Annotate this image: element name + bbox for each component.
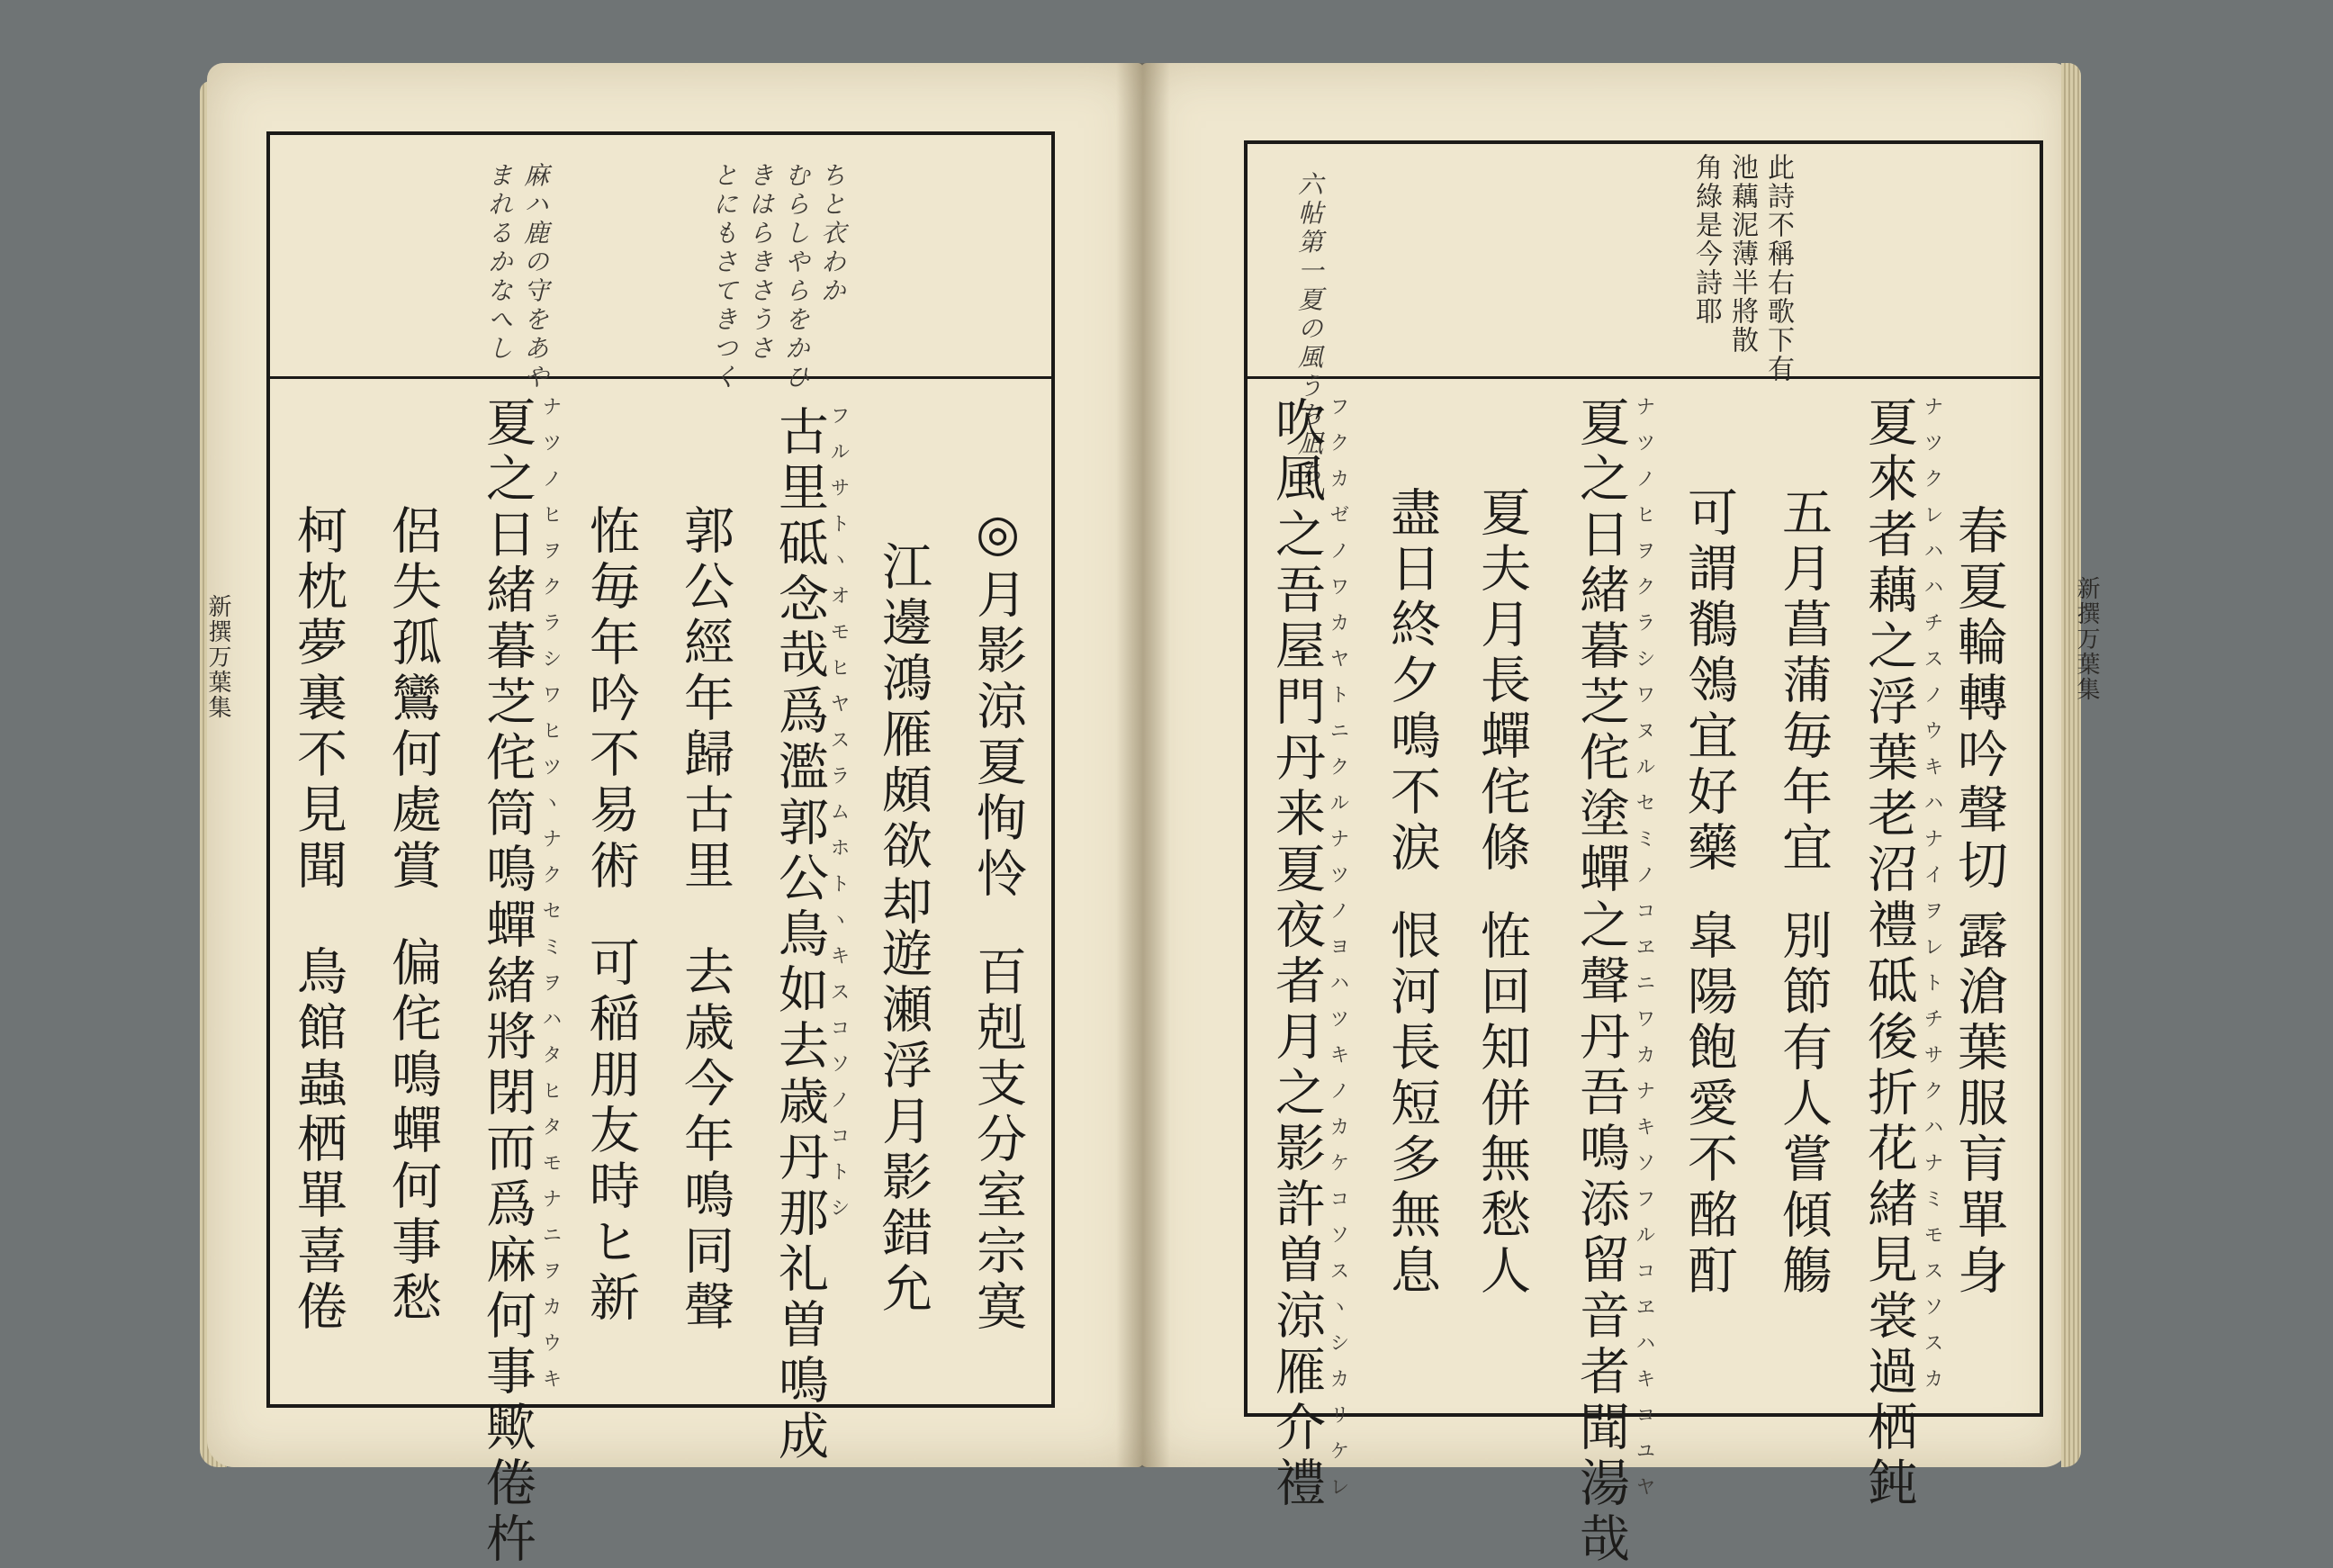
- right-header-note-1: 此詩不稱右歌下有: [1762, 153, 1794, 383]
- left-col-1: ◎月影涼夏恂怜: [968, 504, 1027, 903]
- right-furigana-2: ナツノヒヲクラシワヌルセミノコヱニワカナキソフルコヱハキコユヤ: [1633, 396, 1655, 1512]
- right-col-6: 夏夫月長蟬侘條: [1473, 486, 1531, 877]
- left-header-hand-5: 麻ハ鹿の守をあや: [520, 162, 550, 392]
- right-side-title: 新撰万葉集: [2073, 576, 2100, 702]
- right-furigana-3: フクカゼノワカヤトニクルナツノヨハツキノカケコソスヽシカリケレ: [1327, 396, 1349, 1512]
- left-lower-4: 可稲朋友時ヒ新: [581, 936, 640, 1327]
- left-lower-2: 遊瀬浮月影錯允: [874, 927, 932, 1318]
- right-lower-2: 別節有人嘗傾觴: [1774, 909, 1833, 1300]
- right-header-note-2: 池藕泥薄半將散: [1726, 153, 1758, 355]
- right-col-3: 五月菖蒲毎年宜: [1774, 486, 1833, 877]
- left-col-2: 江邊鴻雁頗欲却: [874, 540, 932, 931]
- left-header-hand-1: ちと衣わか: [817, 162, 847, 306]
- left-col-6: 夏之日緒暮芝侘筒鳴蟬緒將閉而爲麻何事歟倦杵: [478, 396, 536, 1568]
- page-edge-right: [2061, 63, 2081, 1467]
- right-col-1: 春夏輪轉吟聲切: [1950, 504, 2008, 895]
- right-col-7: 盡日終夕鳴不涙: [1383, 486, 1441, 877]
- left-lower-6: 鳥館蟲栖單喜倦: [289, 945, 347, 1336]
- right-lower-3: 皐陽飽愛不酩酊: [1680, 909, 1738, 1300]
- left-furigana-1: フルサトヽオモヒヤスラムホトヽキスコソノコトシ: [827, 405, 850, 1233]
- left-col-4: 郭公經年歸古里: [676, 504, 734, 895]
- right-header-rule: [1244, 376, 2040, 379]
- right-lower-5: 恨河長短多無息: [1383, 909, 1441, 1300]
- left-side-title: 新撰万葉集: [204, 594, 231, 720]
- left-header-hand-6: まれるかなへし: [484, 162, 514, 364]
- right-col-4: 可謂鶺鴒宜好藥: [1680, 486, 1738, 877]
- left-header-hand-3: きはらきさうさ: [745, 162, 775, 364]
- left-col-7: 侶失孤鸞何處賞: [383, 504, 442, 895]
- right-col-5: 夏之日緒暮芝侘塗蟬之聲丹吾鳴添留音者聞湯哉: [1572, 396, 1630, 1568]
- left-col-8: 柯枕夢裏不見聞: [289, 504, 347, 895]
- right-header-note-3: 角綠是今詩耶: [1690, 153, 1722, 326]
- right-header-handwritten: 六帖第一夏の風うち凪ち: [1294, 171, 1324, 488]
- right-lower-4: 恠回知併無愁人: [1473, 909, 1531, 1300]
- right-col-2: 夏來者藕之浮葉老沼禮砥後折花緒見裳過栖鈍: [1860, 396, 1918, 1512]
- left-col-5: 恠毎年吟不易術: [581, 504, 640, 895]
- left-header-hand-4: とにもさてきつく: [709, 162, 739, 392]
- right-furigana-1: ナツクレハハチスノウキハナイヲレトチサクハナミモスソスカ: [1921, 396, 1943, 1404]
- right-lower-1: 露滄葉服肓單身: [1950, 909, 2008, 1300]
- left-lower-1: 百剋支分室宗寞: [968, 945, 1027, 1336]
- right-col-8: 吹風之吾屋門丹来夏夜者月之影許曽涼雁介禮: [1267, 396, 1326, 1512]
- left-header-rule: [266, 376, 1051, 379]
- left-lower-3: 去歳今年鳴同聲: [676, 945, 734, 1336]
- left-furigana-2: ナツノヒヲクラシワヒツヽナクセミヲハタヒタモナニヲカウキ: [539, 396, 562, 1404]
- left-col-3: 古里砥念哉爲濫郭公鳥如去歳丹那礼曽鳴成: [770, 405, 829, 1465]
- left-lower-5: 偏侘鳴蟬何事愁: [383, 936, 442, 1327]
- book-gutter: [1116, 63, 1170, 1467]
- left-header-hand-2: むらしやらをかひ: [781, 162, 811, 392]
